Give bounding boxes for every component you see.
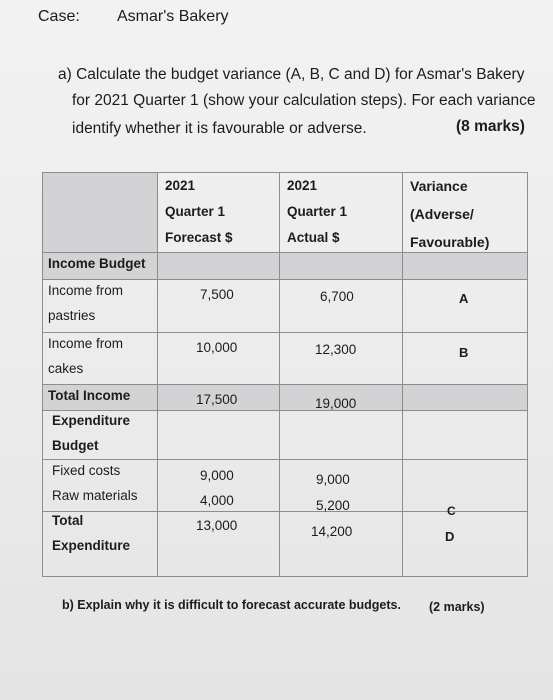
pastries-forecast: 7,500 xyxy=(200,287,234,302)
cakes-label-2: cakes xyxy=(48,361,84,376)
variance-c: C xyxy=(447,504,456,518)
header-variance-adverse: (Adverse/ xyxy=(410,206,474,222)
fixed-costs-forecast: 9,000 xyxy=(200,468,234,483)
income-budget-label: Income Budget xyxy=(48,256,146,271)
expenditure-budget-label-1: Expenditure xyxy=(52,413,131,428)
total-expenditure-forecast: 13,000 xyxy=(196,518,238,533)
case-name: Asmar's Bakery xyxy=(117,8,229,25)
header-forecast-quarter: Quarter 1 xyxy=(165,204,226,219)
header-forecast-year: 2021 xyxy=(165,178,196,193)
question-b-marks: (2 marks) xyxy=(429,600,485,614)
pastries-actual: 6,700 xyxy=(320,289,354,304)
header-actual-quarter: Quarter 1 xyxy=(287,204,348,219)
fixed-costs-label: Fixed costs xyxy=(52,463,121,478)
question-a-line-3: identify whether it is favourable or adverse. xyxy=(72,120,367,137)
total-income-actual: 19,000 xyxy=(315,396,357,411)
header-variance: Variance xyxy=(410,178,468,194)
question-a-marks: (8 marks) xyxy=(456,118,525,135)
header-actual-label: Actual $ xyxy=(287,230,340,245)
header-variance-favourable: Favourable) xyxy=(410,234,490,250)
cakes-label-1: Income from xyxy=(48,336,124,351)
raw-materials-forecast: 4,000 xyxy=(200,493,234,508)
variance-b: B xyxy=(459,345,469,360)
pastries-label-1: Income from xyxy=(48,283,124,298)
total-income-label: Total Income xyxy=(48,388,131,403)
fixed-costs-actual: 9,000 xyxy=(316,472,350,487)
cakes-forecast: 10,000 xyxy=(196,340,238,355)
raw-materials-label: Raw materials xyxy=(52,488,138,503)
question-b: b) Explain why it is difficult to forecast accurate budgets. xyxy=(62,598,401,612)
budget-table xyxy=(42,172,528,577)
pastries-label-2: pastries xyxy=(48,308,96,323)
header-forecast-label: Forecast $ xyxy=(165,230,233,245)
case-label: Case: xyxy=(38,8,80,25)
total-income-forecast: 17,500 xyxy=(196,392,238,407)
total-expenditure-label-2: Expenditure xyxy=(52,538,131,553)
header-actual-year: 2021 xyxy=(287,178,318,193)
question-a-line-2: for 2021 Quarter 1 (show your calculation steps). For each variance xyxy=(72,92,536,109)
variance-a: A xyxy=(459,291,469,306)
variance-d: D xyxy=(445,529,455,544)
cakes-actual: 12,300 xyxy=(315,342,357,357)
total-expenditure-label-1: Total xyxy=(52,513,84,528)
total-expenditure-actual: 14,200 xyxy=(311,524,353,539)
question-a-line-1: a) Calculate the budget variance (A, B, C and D) for Asmar's Bakery xyxy=(58,66,525,83)
raw-materials-actual: 5,200 xyxy=(316,498,350,513)
header-shade xyxy=(42,172,157,252)
expenditure-budget-label-2: Budget xyxy=(52,438,99,453)
